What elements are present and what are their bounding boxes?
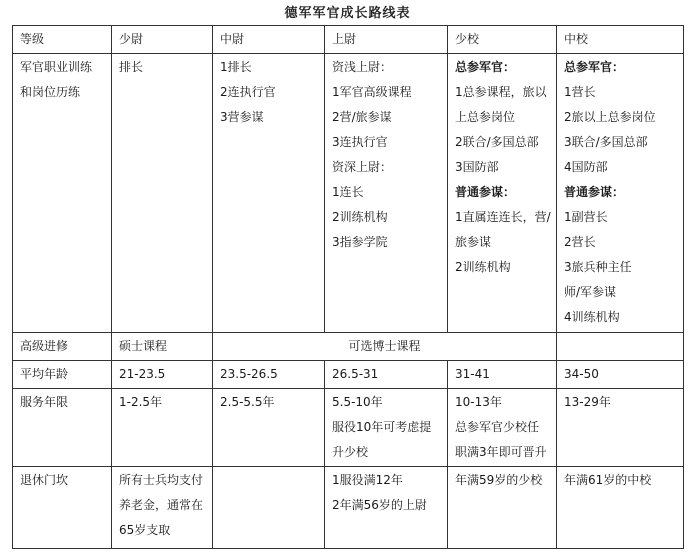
service-captain: 5.5-10年 服役10年可考虑提 升少校	[325, 389, 448, 467]
retire-major: 年满59岁的少校	[448, 467, 557, 549]
retire-lieutenant-colonel: 年满61岁的中校	[557, 467, 684, 549]
advanced-master: 硕士课程	[112, 333, 213, 361]
age-lieutenant-colonel: 34-50	[557, 361, 684, 389]
advanced-label: 高级进修	[13, 333, 112, 361]
table-title: 德军军官成长路线表	[284, 6, 411, 21]
age-row	[13, 361, 684, 389]
career-captain: 资浅上尉： 1军官高级课程 2营/旅参谋 3连执行官 资深上尉： 1连长 2训练机构 3指参学院	[325, 54, 448, 333]
service-lieutenant-colonel: 13-29年	[557, 389, 684, 467]
advanced-row	[13, 333, 684, 361]
career-lieutenant-colonel: 总参军官： 1营长 2旅以上总参岗位 3联合/多国总部 4国防部 普通参谋： 1副营长 2营长 3旅兵种主任 师/军参谋 4训练机构	[557, 54, 684, 333]
header-captain: 上尉	[325, 26, 448, 54]
age-first-lieutenant: 23.5-26.5	[213, 361, 325, 389]
header-rank: 等级	[13, 26, 112, 54]
service-label: 服务年限	[13, 389, 112, 467]
advanced-empty	[557, 333, 684, 361]
service-row	[13, 389, 684, 467]
age-label: 平均年龄	[13, 361, 112, 389]
header-second-lieutenant: 少尉	[112, 26, 213, 54]
career-second-lieutenant: 排长	[112, 54, 213, 333]
header-first-lieutenant: 中尉	[213, 26, 325, 54]
career-label: 军官职业训练 和岗位历练	[13, 54, 112, 333]
retire-captain: 1服役满12年 2年满56岁的上尉	[325, 467, 448, 549]
retire-first-lieutenant	[213, 467, 325, 549]
service-first-lieutenant: 2.5-5.5年	[213, 389, 325, 467]
service-major: 10-13年 总参军官少校任 职满3年即可晋升	[448, 389, 557, 467]
service-second-lieutenant: 1-2.5年	[112, 389, 213, 467]
header-row	[13, 26, 684, 54]
retire-row	[13, 467, 684, 549]
retire-label: 退休门坎	[13, 467, 112, 549]
career-first-lieutenant: 1排长 2连执行官 3营参谋	[213, 54, 325, 333]
career-major: 总参军官： 1总参课程，旅以 上总参岗位 2联合/多国总部 3国防部 普通参谋： 1直属连连长，营/ 旅参谋 2训练机构	[448, 54, 557, 333]
officer-career-table	[12, 25, 684, 549]
header-lieutenant-colonel: 中校	[557, 26, 684, 54]
header-major: 少校	[448, 26, 557, 54]
advanced-doctor: 可选博士课程	[213, 333, 557, 361]
age-second-lieutenant: 21-23.5	[112, 361, 213, 389]
career-row	[13, 54, 684, 333]
age-major: 31-41	[448, 361, 557, 389]
retire-second-lieutenant: 所有士兵均支付 养老金，通常在 65岁支取	[112, 467, 213, 549]
age-captain: 26.5-31	[325, 361, 448, 389]
